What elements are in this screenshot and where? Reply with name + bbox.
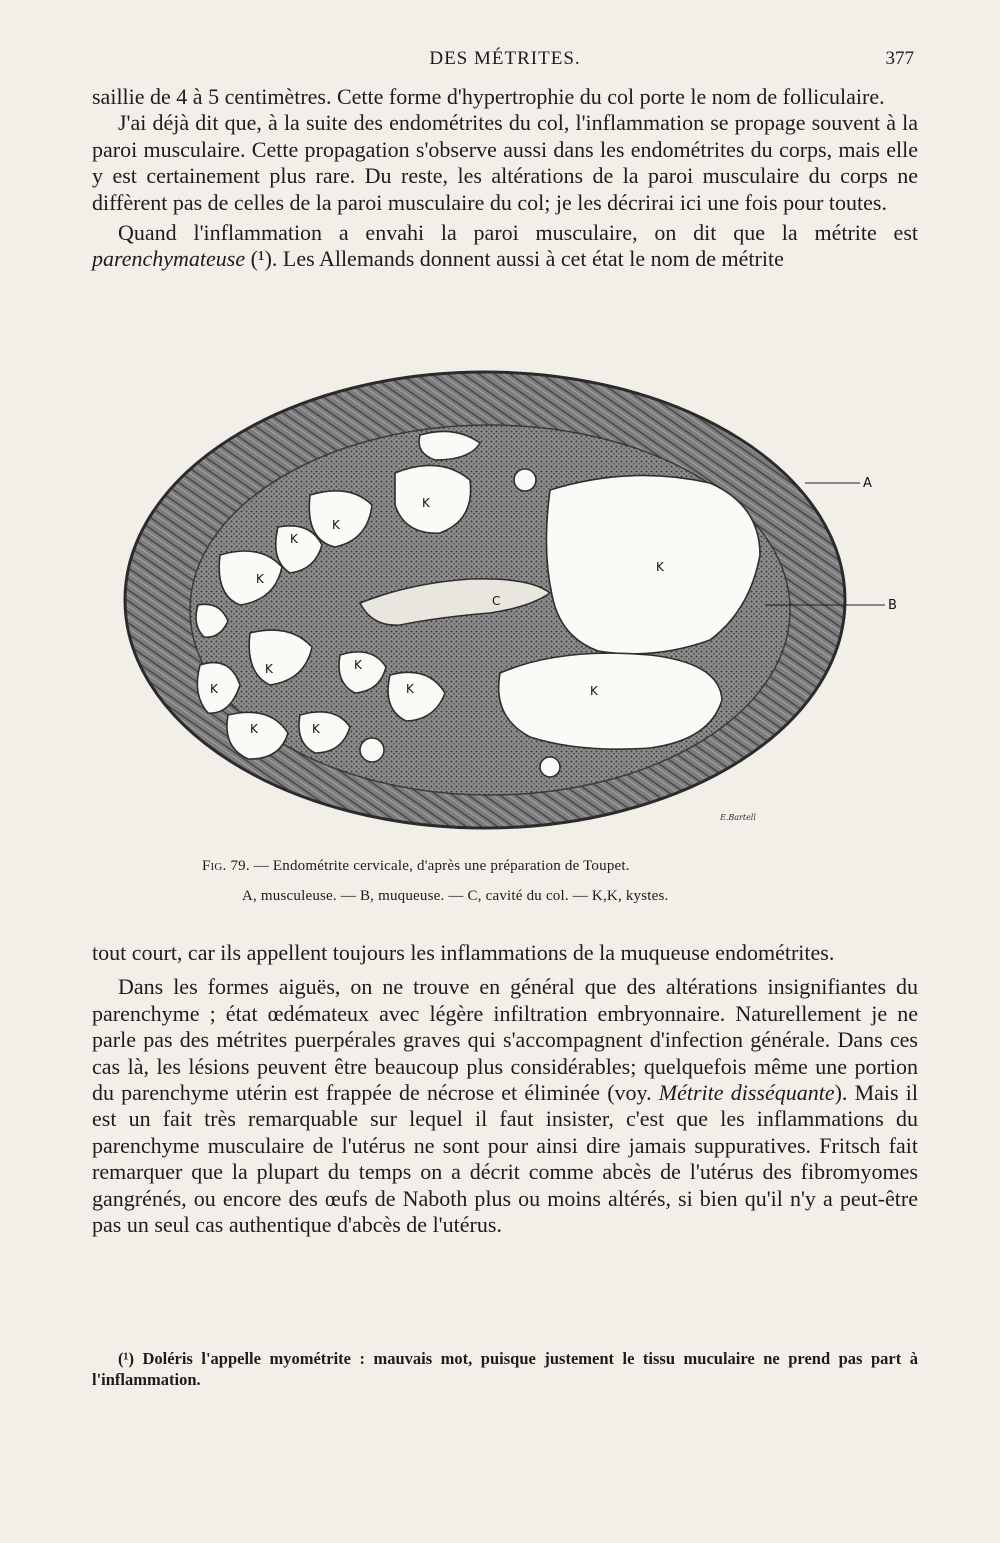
text-block-top: [92, 84, 918, 273]
running-title: DES MÉTRITES.: [429, 48, 581, 69]
label-k-12: K: [312, 722, 320, 736]
label-c: C: [492, 594, 501, 608]
label-k-9: K: [406, 682, 414, 696]
label-k-2: K: [332, 518, 340, 532]
term-parenchymateuse: parenchymateuse: [92, 246, 246, 272]
caption-title: — Endométrite cervicale, d'après une préparation de Toupet.: [249, 858, 630, 874]
paragraph-5-end: ). Mais il est un fait très remarquable sur lequel il faut insister, c'est que les inflammations du parenchyme musculaire de l'utérus ne sont pour ainsi dire jamais suppuratives. Fritsch fait remarquer que la plupart du temps on a décrit comme abcès de l'utérus des fibromyomes gangrénés, ou encore des œufs de Naboth plus ou moins altérés, si bien qu'il n'y a peut-être pas un seul cas authentique d'abcès de l'utérus.: [92, 1080, 918, 1238]
paragraph-4: tout court, car ils appellent toujours les inflammations de la muqueuse endométrites.: [92, 940, 835, 965]
footnote-reference: (¹): [250, 246, 272, 272]
engraver-signature: E.Bartell: [720, 813, 756, 822]
cyst-small-b: [540, 757, 560, 777]
caption-line-2: A, musculeuse. — B, muqueuse. — C, cavité du col. — K,K, kystes.: [242, 888, 669, 904]
label-k-1: K: [422, 496, 430, 510]
label-b: B: [888, 598, 897, 613]
label-a: A: [863, 476, 872, 491]
histology-illustration: [110, 355, 910, 835]
label-k-11: K: [250, 722, 258, 736]
text-block-bottom: [92, 940, 918, 1238]
paragraph-3: [92, 220, 918, 273]
label-k-4: K: [256, 572, 264, 586]
cyst-lower-right: [499, 653, 722, 749]
label-k-10: K: [590, 684, 598, 698]
paragraph-5: [92, 974, 918, 1238]
label-k-7: K: [354, 658, 362, 672]
label-k-3: K: [290, 532, 298, 546]
footnote-marker: (¹): [118, 1349, 134, 1368]
figure-number: Fig. 79.: [202, 858, 250, 874]
label-k-8: K: [210, 682, 218, 696]
term-metrite-dissequante: Métrite disséquante: [658, 1080, 835, 1106]
paragraph-5-start: Dans les formes aiguës, on ne trouve en général que des altérations insignifiantes du parenchyme ; état œdémateux avec légère infiltration embryonnaire. Naturellement je ne parle pas des métrites puerpérales graves qui s'accompagnent d'infection générale. Dans ces cas là, les lésions peuvent être beaucoup plus considérables; quelquefois même une portion du parenchyme utérin est frappée de nécrose et éliminée (voy.: [92, 974, 918, 1106]
label-k-5: K: [656, 560, 664, 574]
paragraph-2: J'ai déjà dit que, à la suite des endométrites du col, l'inflammation se propage souvent à la paroi musculaire. Cette propagation s'observe aussi dans les endométrites du corps, mais elle y est certainement plus rare. Du reste, les altérations de la paroi musculaire du corps ne diffèrent pas de celles de la paroi musculaire du col; je les décrirai ici une fois pour toutes.: [92, 110, 918, 215]
paragraph-3-end: . Les Allemands donnent aussi à cet état le nom de métrite: [271, 246, 784, 272]
paragraph-3-start: Quand l'inflammation a envahi la paroi musculaire, on dit que la métrite est: [118, 220, 918, 246]
cyst-small-a: [360, 738, 384, 762]
running-head: [90, 48, 920, 76]
footnote-text: Doléris l'appelle myométrite : mauvais mot, puisque justement le tissu muculaire ne prend pas part à l'inflammation.: [92, 1349, 918, 1389]
figure-caption: [190, 856, 830, 906]
label-k-6: K: [265, 662, 273, 676]
cyst-small-c: [514, 469, 536, 491]
caption-line-1: [190, 856, 830, 876]
footnote: [92, 1348, 918, 1390]
page-number: 377: [885, 48, 914, 69]
paragraph-1: saillie de 4 à 5 centimètres. Cette forme d'hypertrophie du col porte le nom de folliculaire.: [92, 84, 885, 109]
figure-79: [110, 355, 910, 835]
